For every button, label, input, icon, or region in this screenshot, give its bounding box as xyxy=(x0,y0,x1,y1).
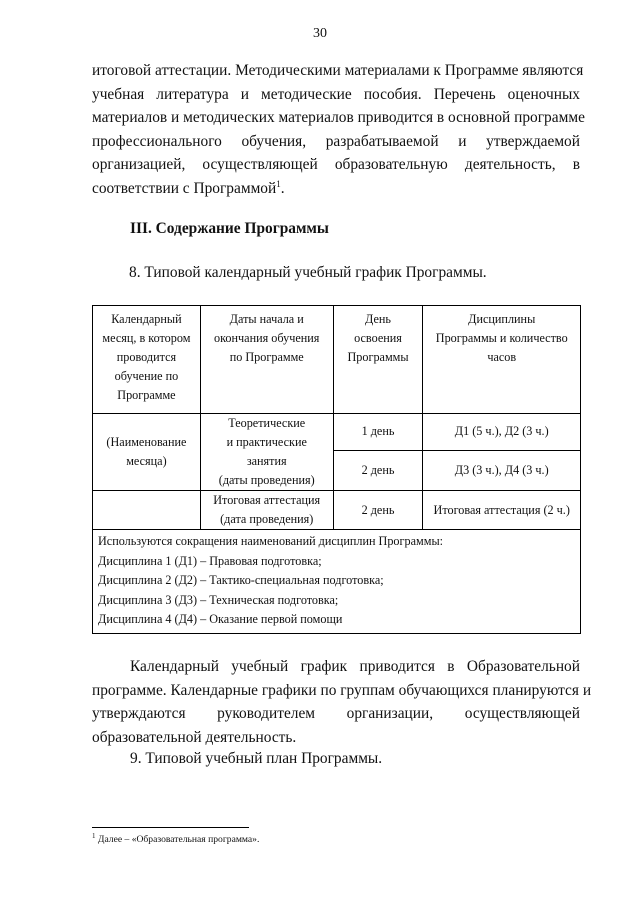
final-day-cell: 2 день xyxy=(333,491,423,530)
calendar-line: утверждаются руководителем организации, осуществляющей xyxy=(92,705,580,723)
notes-line: Дисциплина 2 (Д2) – Тактико-специальная подготовка; xyxy=(98,573,384,588)
final-attestation-cell: Итоговая аттестация (дата проведения) xyxy=(200,491,333,530)
footnote-marker: 1 xyxy=(92,832,96,840)
calendar-paragraph xyxy=(92,655,592,749)
intro-line: учебная литература и методические пособия. Перечень оценочных xyxy=(92,85,580,103)
footnote-ref: 1 xyxy=(276,178,281,189)
table-row xyxy=(93,414,581,451)
intro-line: профессионального обучения, разрабатываемой и утверждаемой xyxy=(92,132,580,150)
day2-disciplines: Д3 (3 ч.), Д4 (3 ч.) xyxy=(423,450,581,490)
calendar-line: Календарный учебный график приводится в Образовательной xyxy=(130,658,580,675)
intro-line: итоговой аттестации. Методическими материалами к Программе являются xyxy=(92,62,584,79)
header-month: Календарный месяц, в котором проводится обучение по Программе xyxy=(93,306,201,414)
schedule-table xyxy=(92,305,581,634)
footnote-text: Далее – «Образовательная программа». xyxy=(97,834,260,845)
intro-line: материалов и методических материалов приводится в основной программе xyxy=(92,109,585,127)
calendar-line: образовательной деятельность. xyxy=(92,728,297,746)
header-disciplines: Дисциплины Программы и количество часов xyxy=(423,306,581,414)
abbreviations-notes xyxy=(93,530,581,634)
footnote xyxy=(92,834,259,845)
day1-disciplines: Д1 (5 ч.), Д2 (3 ч.) xyxy=(423,414,581,451)
footnote-divider xyxy=(92,827,249,828)
intro-line: организацией, осуществляющей образовательную деятельность, в xyxy=(92,156,580,174)
day1-cell: 1 день xyxy=(333,414,423,451)
plan-heading: 9. Типовой учебный план Программы. xyxy=(130,750,383,767)
section-heading: III. Содержание Программы xyxy=(130,220,329,237)
page-number: 30 xyxy=(313,26,327,41)
notes-line: Используются сокращения наименований дисциплин Программы: xyxy=(98,534,444,548)
table-header-row xyxy=(93,306,581,414)
theory-cell: Теоретические и практические занятия (даты проведения) xyxy=(200,414,333,491)
intro-line-last: соответствии с Программой$^1$. xyxy=(92,178,285,197)
intro-paragraph xyxy=(92,59,585,201)
month-placeholder: (Наименование месяца) xyxy=(93,414,201,491)
intro-line-text: соответствии с Программой xyxy=(92,179,277,197)
notes-line: Дисциплина 4 (Д4) – Оказание первой помощи xyxy=(98,612,343,627)
notes-line: Дисциплина 1 (Д1) – Правовая подготовка; xyxy=(98,553,322,568)
header-dates: Даты начала и окончания обучения по Программе xyxy=(200,306,333,414)
header-day: День освоения Программы xyxy=(333,306,423,414)
plan-heading-wrap xyxy=(130,747,580,771)
notes-line: Дисциплина 3 (Д3) – Техническая подготовка; xyxy=(98,592,339,607)
schedule-heading: 8. Типовой календарный учебный график Программы. xyxy=(129,264,487,281)
final-disciplines-cell: Итоговая аттестация (2 ч.) xyxy=(423,491,581,530)
notes-row xyxy=(93,530,581,634)
calendar-line: программе. Календарные графики по группам обучающихся планируются и xyxy=(92,681,592,699)
empty-cell xyxy=(93,491,201,530)
table-row xyxy=(93,491,581,530)
day2-cell: 2 день xyxy=(333,450,423,490)
